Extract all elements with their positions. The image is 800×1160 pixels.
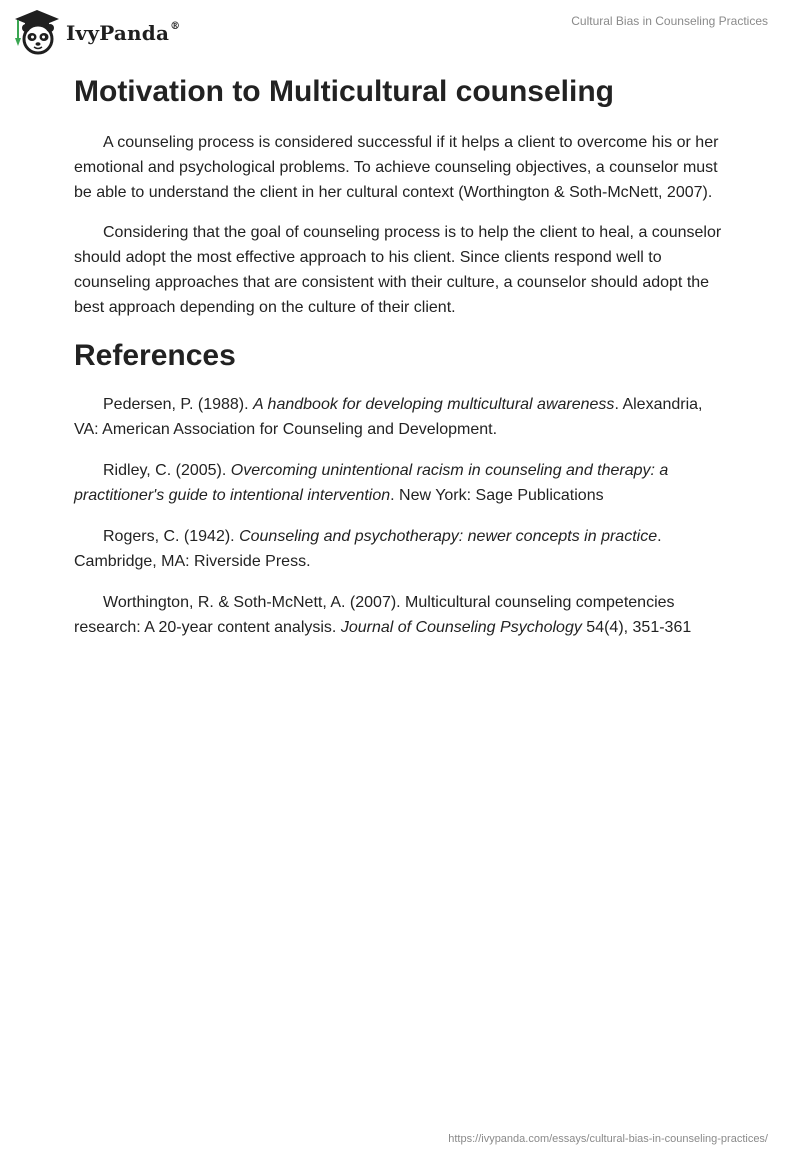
page-header [0, 0, 800, 60]
reference-title: Overcoming unintentional racism in counseling and therapy: a practitioner's guide to intentional intervention [74, 462, 669, 504]
reference-tail: . Cambridge, MA: Riverside Press. [74, 528, 662, 570]
reference-tail: 54(4), 351-361 [581, 618, 692, 636]
brand-name-text: IvyPanda [66, 21, 170, 45]
reference-lead: Rogers, C. (1942). [103, 528, 240, 545]
section-heading-references: References [74, 339, 236, 372]
ivypanda-logo[interactable] [14, 8, 180, 56]
reference-lead: Pedersen, P. (1988). [103, 396, 254, 413]
reference-tail: . Alexandria, VA: American Association for Counseling and Development. [74, 396, 703, 438]
paragraph: Considering that the goal of counseling process is to help the client to heal, a counselor should adopt the most effective approach to his client. Since clients respond well to counseling approaches that are consistent with their culture, a counselor should adopt the best approach depending on the culture of their client. [74, 224, 722, 316]
reference-title: Journal of Counseling Psychology [340, 618, 582, 636]
brand-name [66, 21, 180, 45]
paragraph: A counseling process is considered successful if it helps a client to overcome his or her emotional and psychological problems. To achieve counseling objectives, a counselor must be able to understand the client in her cultural context (Worthington & Soth-McNett, 2007). [74, 134, 719, 201]
panda-graduation-cap-icon [14, 8, 60, 56]
reference-lead: Worthington, R. & Soth-McNett, A. (2007). Multicultural counseling competencies research: A 20-year content analysis. [74, 594, 675, 636]
article-body [74, 70, 724, 640]
reference-title: A handbook for developing multicultural awareness [253, 396, 615, 413]
footer-source-url[interactable]: https://ivypanda.com/essays/cultural-bias-in-counseling-practices/ [448, 1133, 768, 1145]
registered-mark: ® [170, 21, 181, 33]
document-title: Cultural Bias in Counseling Practices [571, 14, 768, 28]
reference-title: Counseling and psychotherapy: newer concepts in practice [239, 528, 658, 545]
reference-item [74, 591, 724, 640]
section-heading-motivation: Motivation to Multicultural counseling [74, 75, 614, 108]
reference-item [74, 459, 724, 508]
reference-item [74, 525, 724, 574]
reference-tail: . New York: Sage Publications [390, 486, 604, 504]
reference-item [74, 393, 724, 442]
reference-lead: Ridley, C. (2005). [103, 462, 231, 479]
